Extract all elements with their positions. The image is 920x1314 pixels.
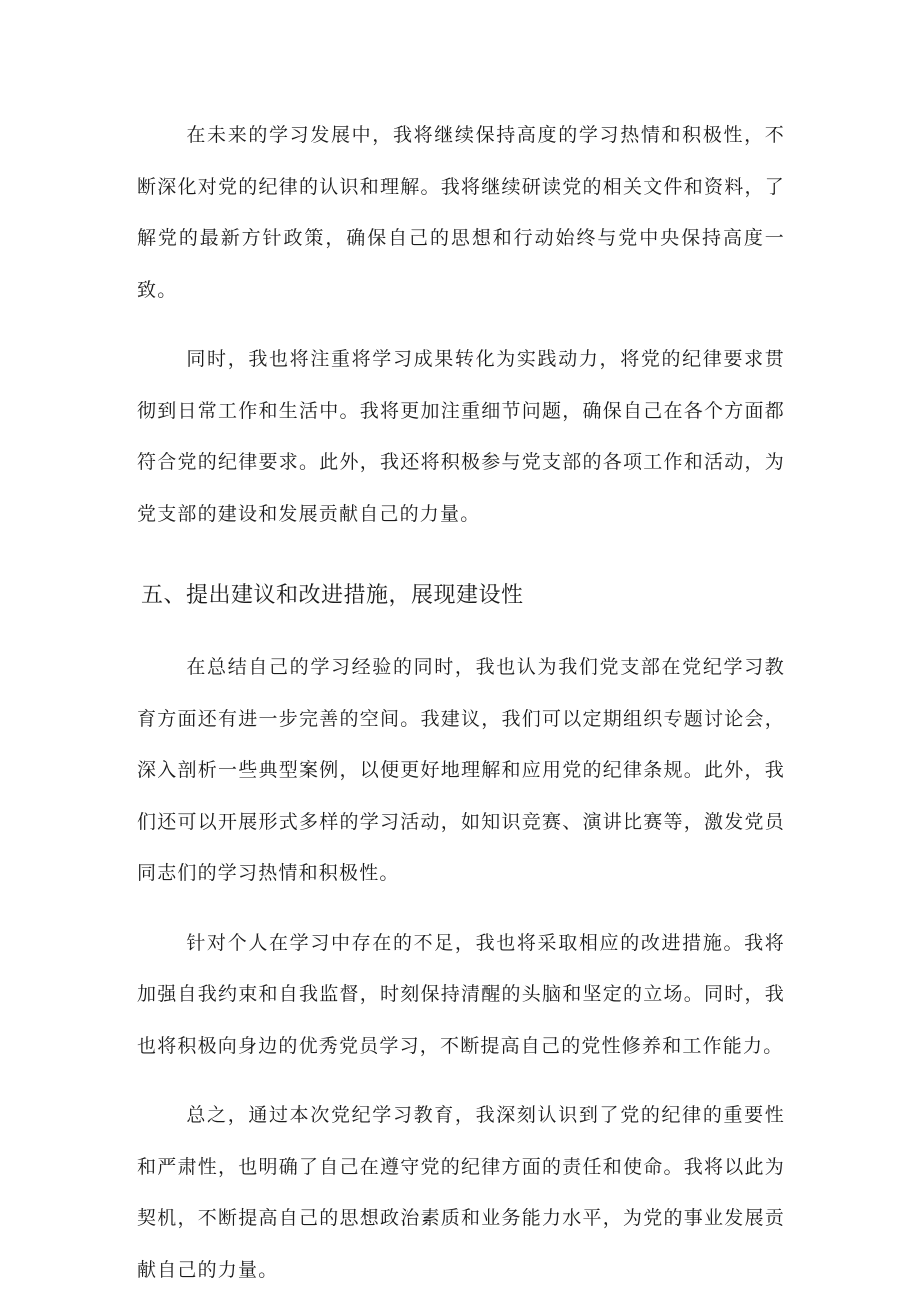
paragraph-practice: 同时，我也将注重将学习成果转化为实践动力，将党的纪律要求贯彻到日常工作和生活中。我将更加注重细节问题，确保自己在各个方面都符合党的纪律要求。此外，我还将积极参与党支部的各项工作和活动，为党支部的建设和发展贡献自己的力量。 bbox=[137, 348, 785, 525]
document-body bbox=[137, 110, 785, 1314]
paragraph-improvements: 针对个人在学习中存在的不足，我也将采取相应的改进措施。我将加强自我约束和自我监督，时刻保持清醒的头脑和坚定的立场。同时，我也将积极向身边的优秀党员学习，不断提高自己的党性修养和工作能力。 bbox=[137, 931, 785, 1057]
paragraph-future-study: 在未来的学习发展中，我将继续保持高度的学习热情和积极性，不断深化对党的纪律的认识和理解。我将继续研读党的相关文件和资料，了解党的最新方针政策，确保自己的思想和行动始终与党中央保持高度一致。 bbox=[137, 124, 785, 301]
section-heading: 五、提出建议和改进措施，展现建设性 bbox=[141, 583, 524, 608]
paragraph-suggestions: 在总结自己的学习经验的同时，我也认为我们党支部在党纪学习教育方面还有进一步完善的空间。我建议，我们可以定期组织专题讨论会，深入剖析一些典型案例，以便更好地理解和应用党的纪律条规。此外，我们还可以开展形式多样的学习活动，如知识竞赛、演讲比赛等，激发党员同志们的学习热情和积极性。 bbox=[137, 656, 785, 884]
paragraph-conclusion: 总之，通过本次党纪学习教育，我深刻认识到了党的纪律的重要性和严肃性，也明确了自己在遵守党的纪律方面的责任和使命。我将以此为契机，不断提高自己的思想政治素质和业务能力水平，为党的事业发展贡献自己的力量。 bbox=[137, 1104, 785, 1281]
